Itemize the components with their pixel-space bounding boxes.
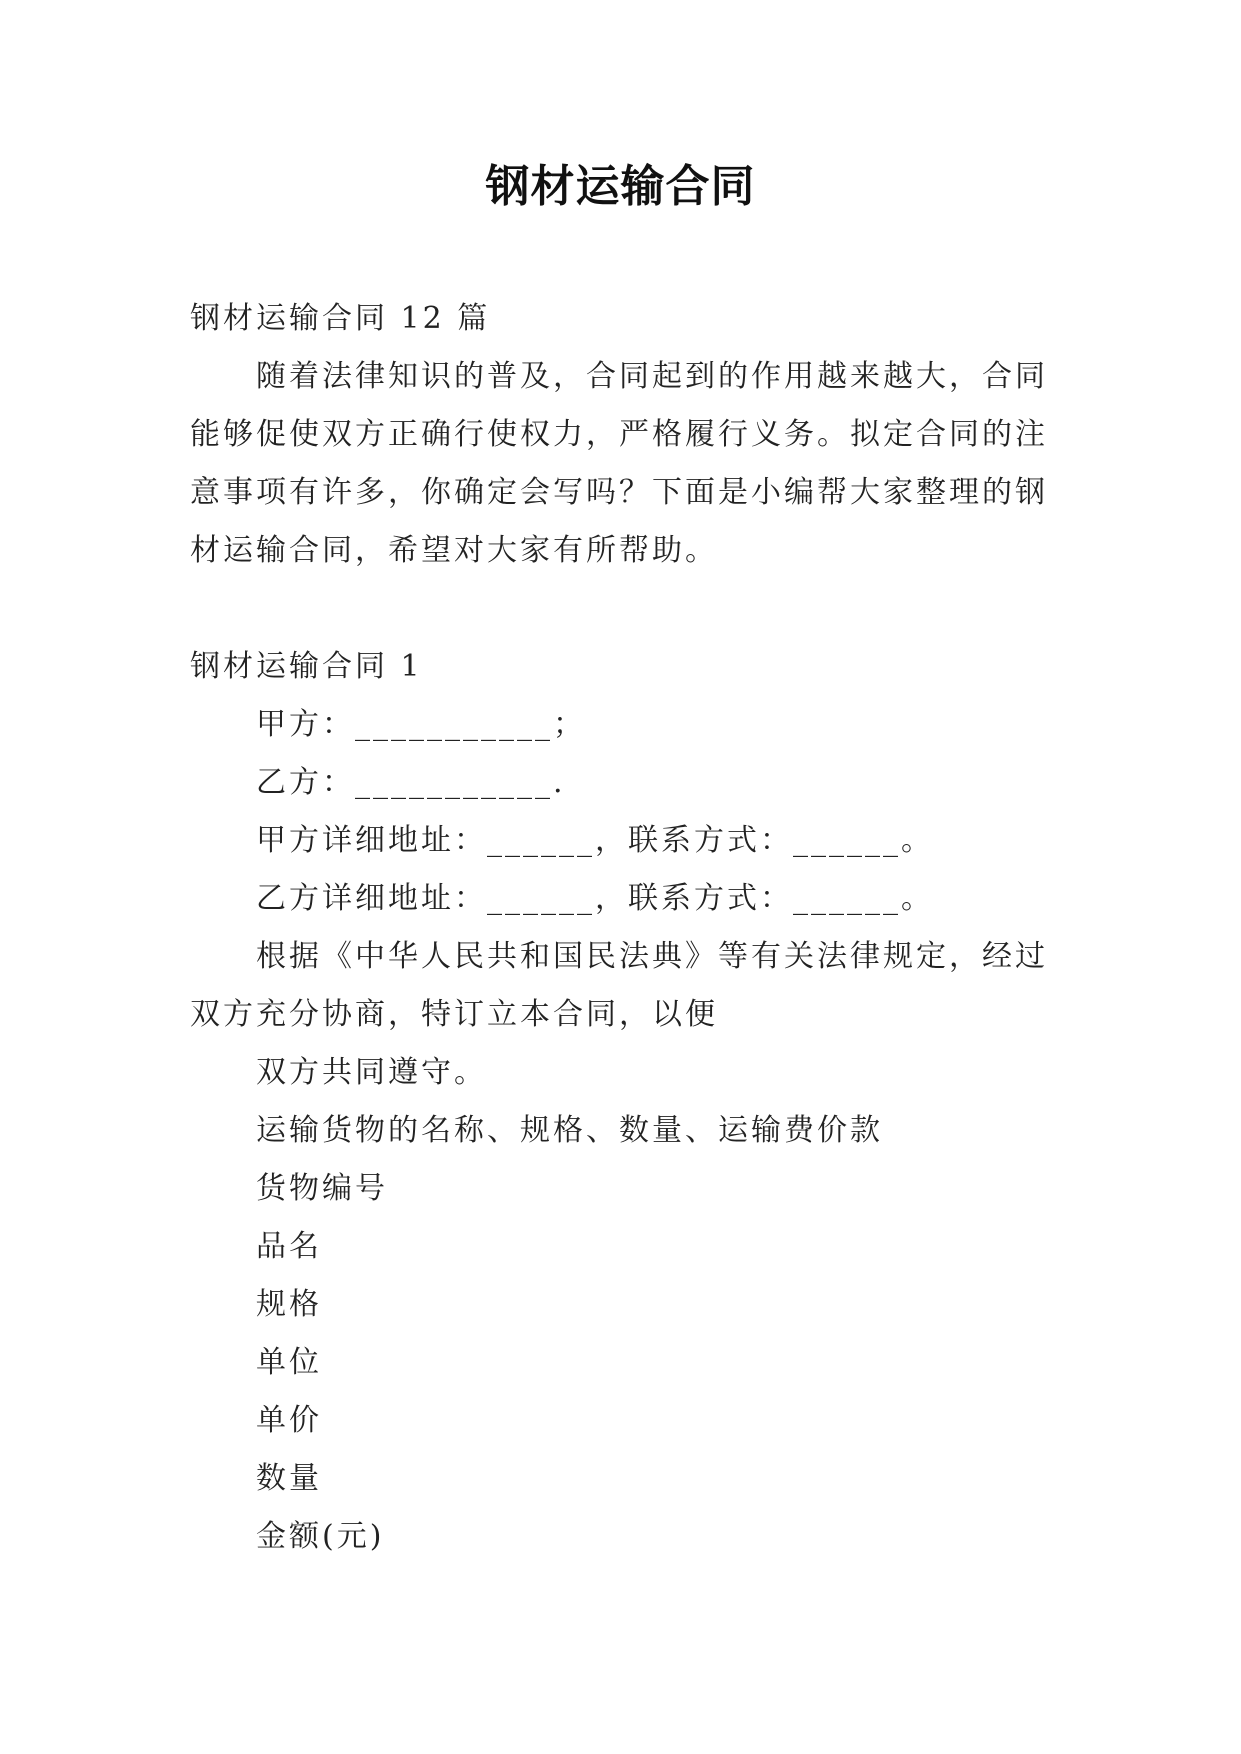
field-label: 数量 bbox=[256, 1461, 322, 1496]
field-label: 货物编号 bbox=[256, 1171, 388, 1206]
party-b-line: 乙方：___________. bbox=[256, 765, 566, 800]
intro-line: 材运输合同，希望对大家有所帮助。 bbox=[190, 533, 718, 568]
field-label: 单价 bbox=[256, 1403, 322, 1438]
field-label: 规格 bbox=[256, 1287, 322, 1322]
intro-line: 能够促使双方正确行使权力，严格履行义务。拟定合同的注 bbox=[190, 417, 1048, 452]
basis-line: 双方共同遵守。 bbox=[256, 1055, 487, 1090]
spacer bbox=[190, 580, 1050, 638]
section-heading: 钢材运输合同 1 bbox=[190, 649, 423, 684]
basis-line: 根据《中华人民共和国民法典》等有关法律规定，经过 bbox=[256, 939, 1048, 974]
document-subtitle: 钢材运输合同 12 篇 bbox=[190, 301, 491, 336]
intro-line: 随着法律知识的普及，合同起到的作用越来越大，合同 bbox=[256, 359, 1048, 394]
party-b-address-line: 乙方详细地址：______，联系方式：______。 bbox=[256, 881, 934, 916]
basis-line: 双方充分协商，特订立本合同，以便 bbox=[190, 997, 718, 1032]
intro-line: 意事项有许多，你确定会写吗？下面是小编帮大家整理的钢 bbox=[190, 475, 1048, 510]
party-a-line: 甲方：___________； bbox=[256, 707, 586, 742]
party-a-address-line: 甲方详细地址：______，联系方式：______。 bbox=[256, 823, 934, 858]
field-label: 金额(元) bbox=[256, 1519, 385, 1554]
document-title: 钢材运输合同 bbox=[485, 161, 756, 212]
goods-heading: 运输货物的名称、规格、数量、运输费价款 bbox=[256, 1113, 883, 1148]
field-label: 单位 bbox=[256, 1345, 322, 1380]
document-body bbox=[190, 290, 1050, 1566]
field-label: 品名 bbox=[256, 1229, 322, 1264]
